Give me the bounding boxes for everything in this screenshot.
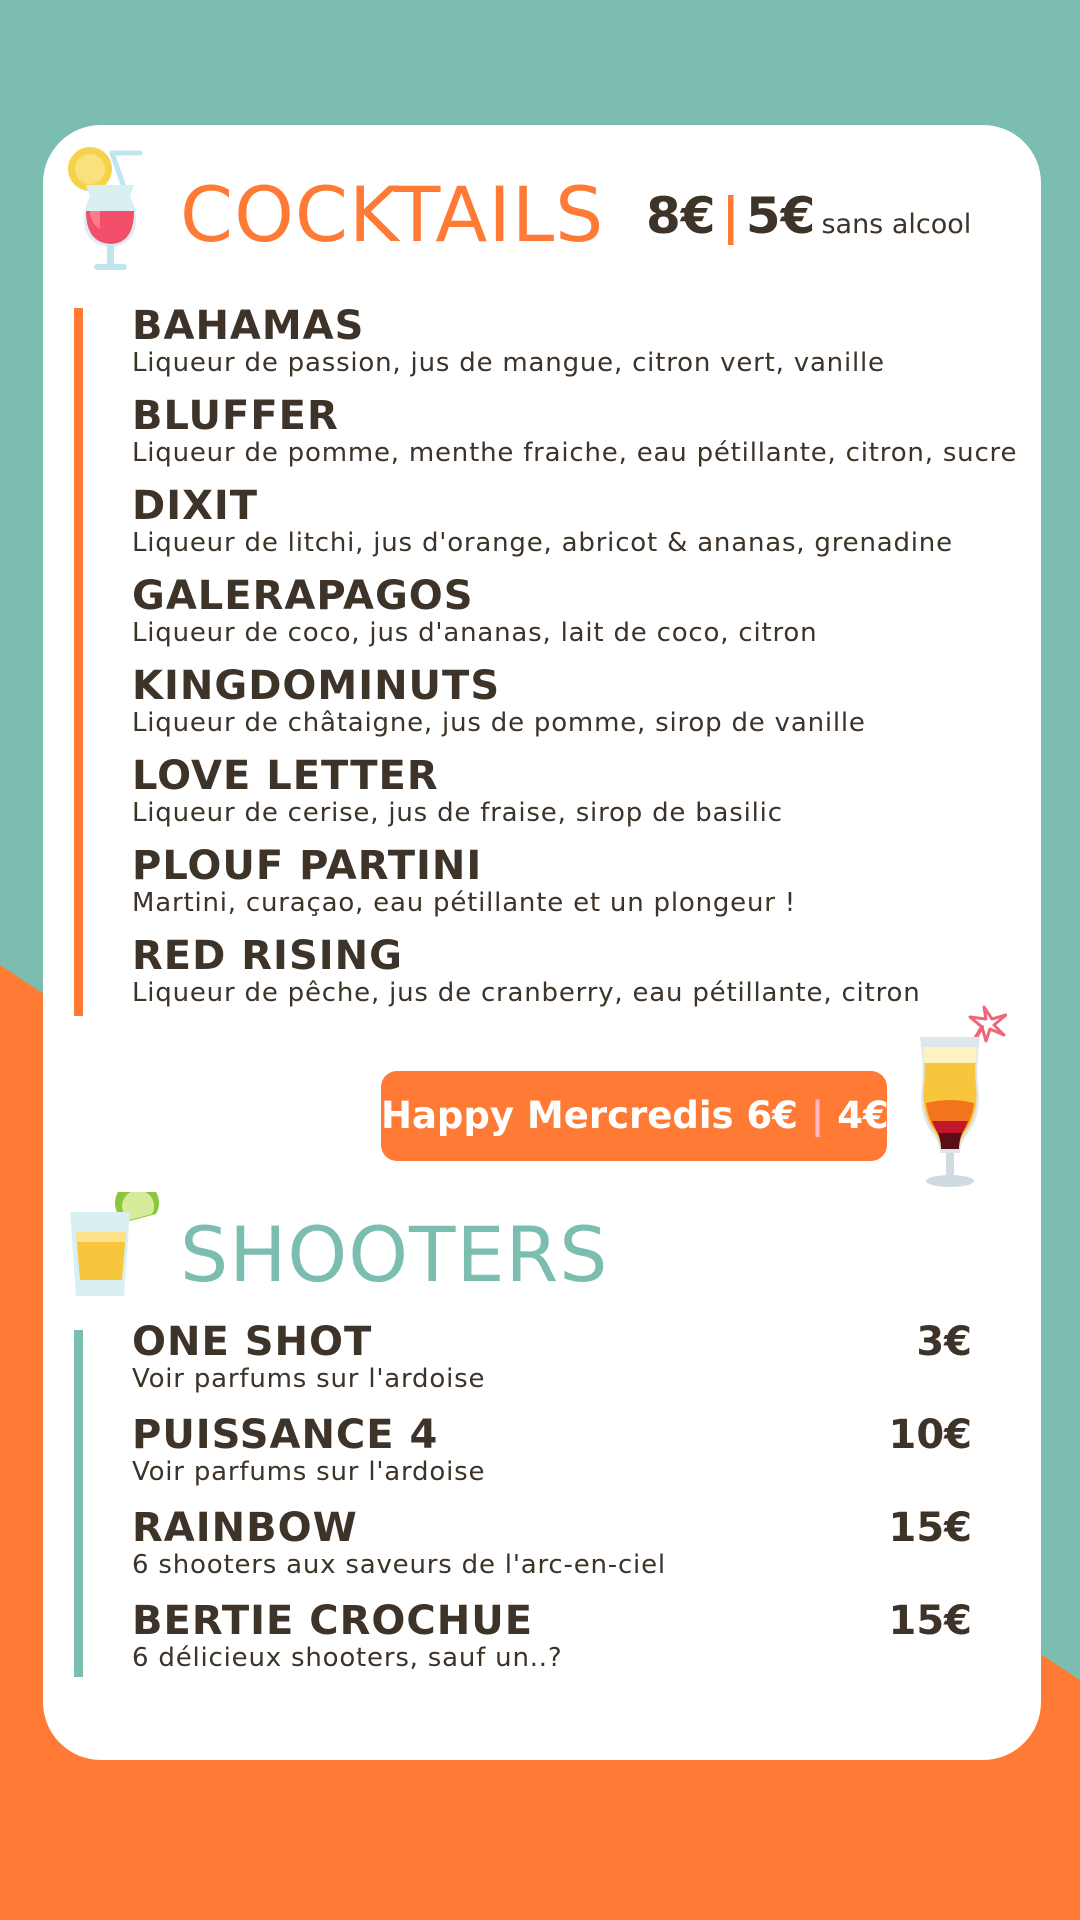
list-item — [132, 394, 1032, 484]
item-name: DIXIT — [132, 483, 259, 529]
list-item — [132, 934, 1032, 1024]
list-item — [132, 664, 1032, 754]
cocktail-list — [132, 304, 1032, 1024]
item-price: 10€ — [888, 1412, 972, 1458]
list-item — [132, 1506, 1032, 1599]
item-description: 6 délicieux shooters, sauf un..? — [132, 1643, 563, 1673]
shot-glass-icon — [66, 1192, 161, 1302]
cocktails-title: COCKTAILS — [180, 170, 605, 259]
list-item — [132, 574, 1032, 664]
item-name: RED RISING — [132, 933, 403, 979]
item-description: Liqueur de pomme, menthe fraiche, eau pétillante, citron, sucre — [132, 438, 1018, 468]
item-description: 6 shooters aux saveurs de l'arc-en-ciel — [132, 1550, 666, 1580]
shooter-list — [132, 1320, 1032, 1692]
price-main: 8€ — [646, 187, 716, 245]
item-name: PUISSANCE 4 — [132, 1412, 439, 1458]
list-item — [132, 754, 1032, 844]
item-name: BLUFFER — [132, 393, 339, 439]
item-name: BAHAMAS — [132, 303, 365, 349]
item-description: Liqueur de passion, jus de mangue, citron vert, vanille — [132, 348, 885, 378]
happy-hour-badge — [381, 1071, 887, 1161]
item-description: Liqueur de pêche, jus de cranberry, eau pétillante, citron — [132, 978, 921, 1008]
item-description: Liqueur de litchi, jus d'orange, abricot & ananas, grenadine — [132, 528, 953, 558]
item-description: Liqueur de cerise, jus de fraise, sirop de basilic — [132, 798, 783, 828]
item-name: LOVE LETTER — [132, 753, 439, 799]
item-description: Voir parfums sur l'ardoise — [132, 1364, 486, 1394]
item-name: GALERAPAGOS — [132, 573, 474, 619]
item-name: KINGDOMINUTS — [132, 663, 501, 709]
item-price: 15€ — [888, 1598, 972, 1644]
happy-hour-label: Happy Mercredis 6€ — [381, 1094, 798, 1137]
item-description: Liqueur de châtaigne, jus de pomme, sirop de vanille — [132, 708, 866, 738]
price-alt-label: sans alcool — [821, 209, 972, 240]
cocktails-accent-bar — [74, 308, 83, 1016]
cocktail-glass-icon — [64, 145, 146, 275]
cocktail-prices — [646, 187, 971, 245]
shooters-title: SHOOTERS — [180, 1210, 609, 1299]
happy-hour-alt-price: 4€ — [837, 1094, 889, 1137]
list-item — [132, 1413, 1032, 1506]
item-name: PLOUF PARTINI — [132, 843, 483, 889]
item-price: 3€ — [916, 1319, 972, 1365]
item-description: Liqueur de coco, jus d'ananas, lait de coco, citron — [132, 618, 818, 648]
list-item — [132, 484, 1032, 574]
shooters-accent-bar — [74, 1330, 83, 1677]
item-name: ONE SHOT — [132, 1319, 373, 1365]
list-item — [132, 1320, 1032, 1413]
price-alt: 5€ — [745, 187, 816, 245]
list-item — [132, 844, 1032, 934]
item-description: Voir parfums sur l'ardoise — [132, 1457, 486, 1487]
hurricane-glass-icon — [912, 1005, 1007, 1190]
item-name: BERTIE CROCHUE — [132, 1598, 534, 1644]
list-item — [132, 1599, 1032, 1692]
happy-hour-separator: | — [810, 1094, 825, 1137]
item-name: RAINBOW — [132, 1505, 358, 1551]
price-separator: | — [721, 187, 740, 245]
item-price: 15€ — [888, 1505, 972, 1551]
list-item — [132, 304, 1032, 394]
item-description: Martini, curaçao, eau pétillante et un plongeur ! — [132, 888, 797, 918]
